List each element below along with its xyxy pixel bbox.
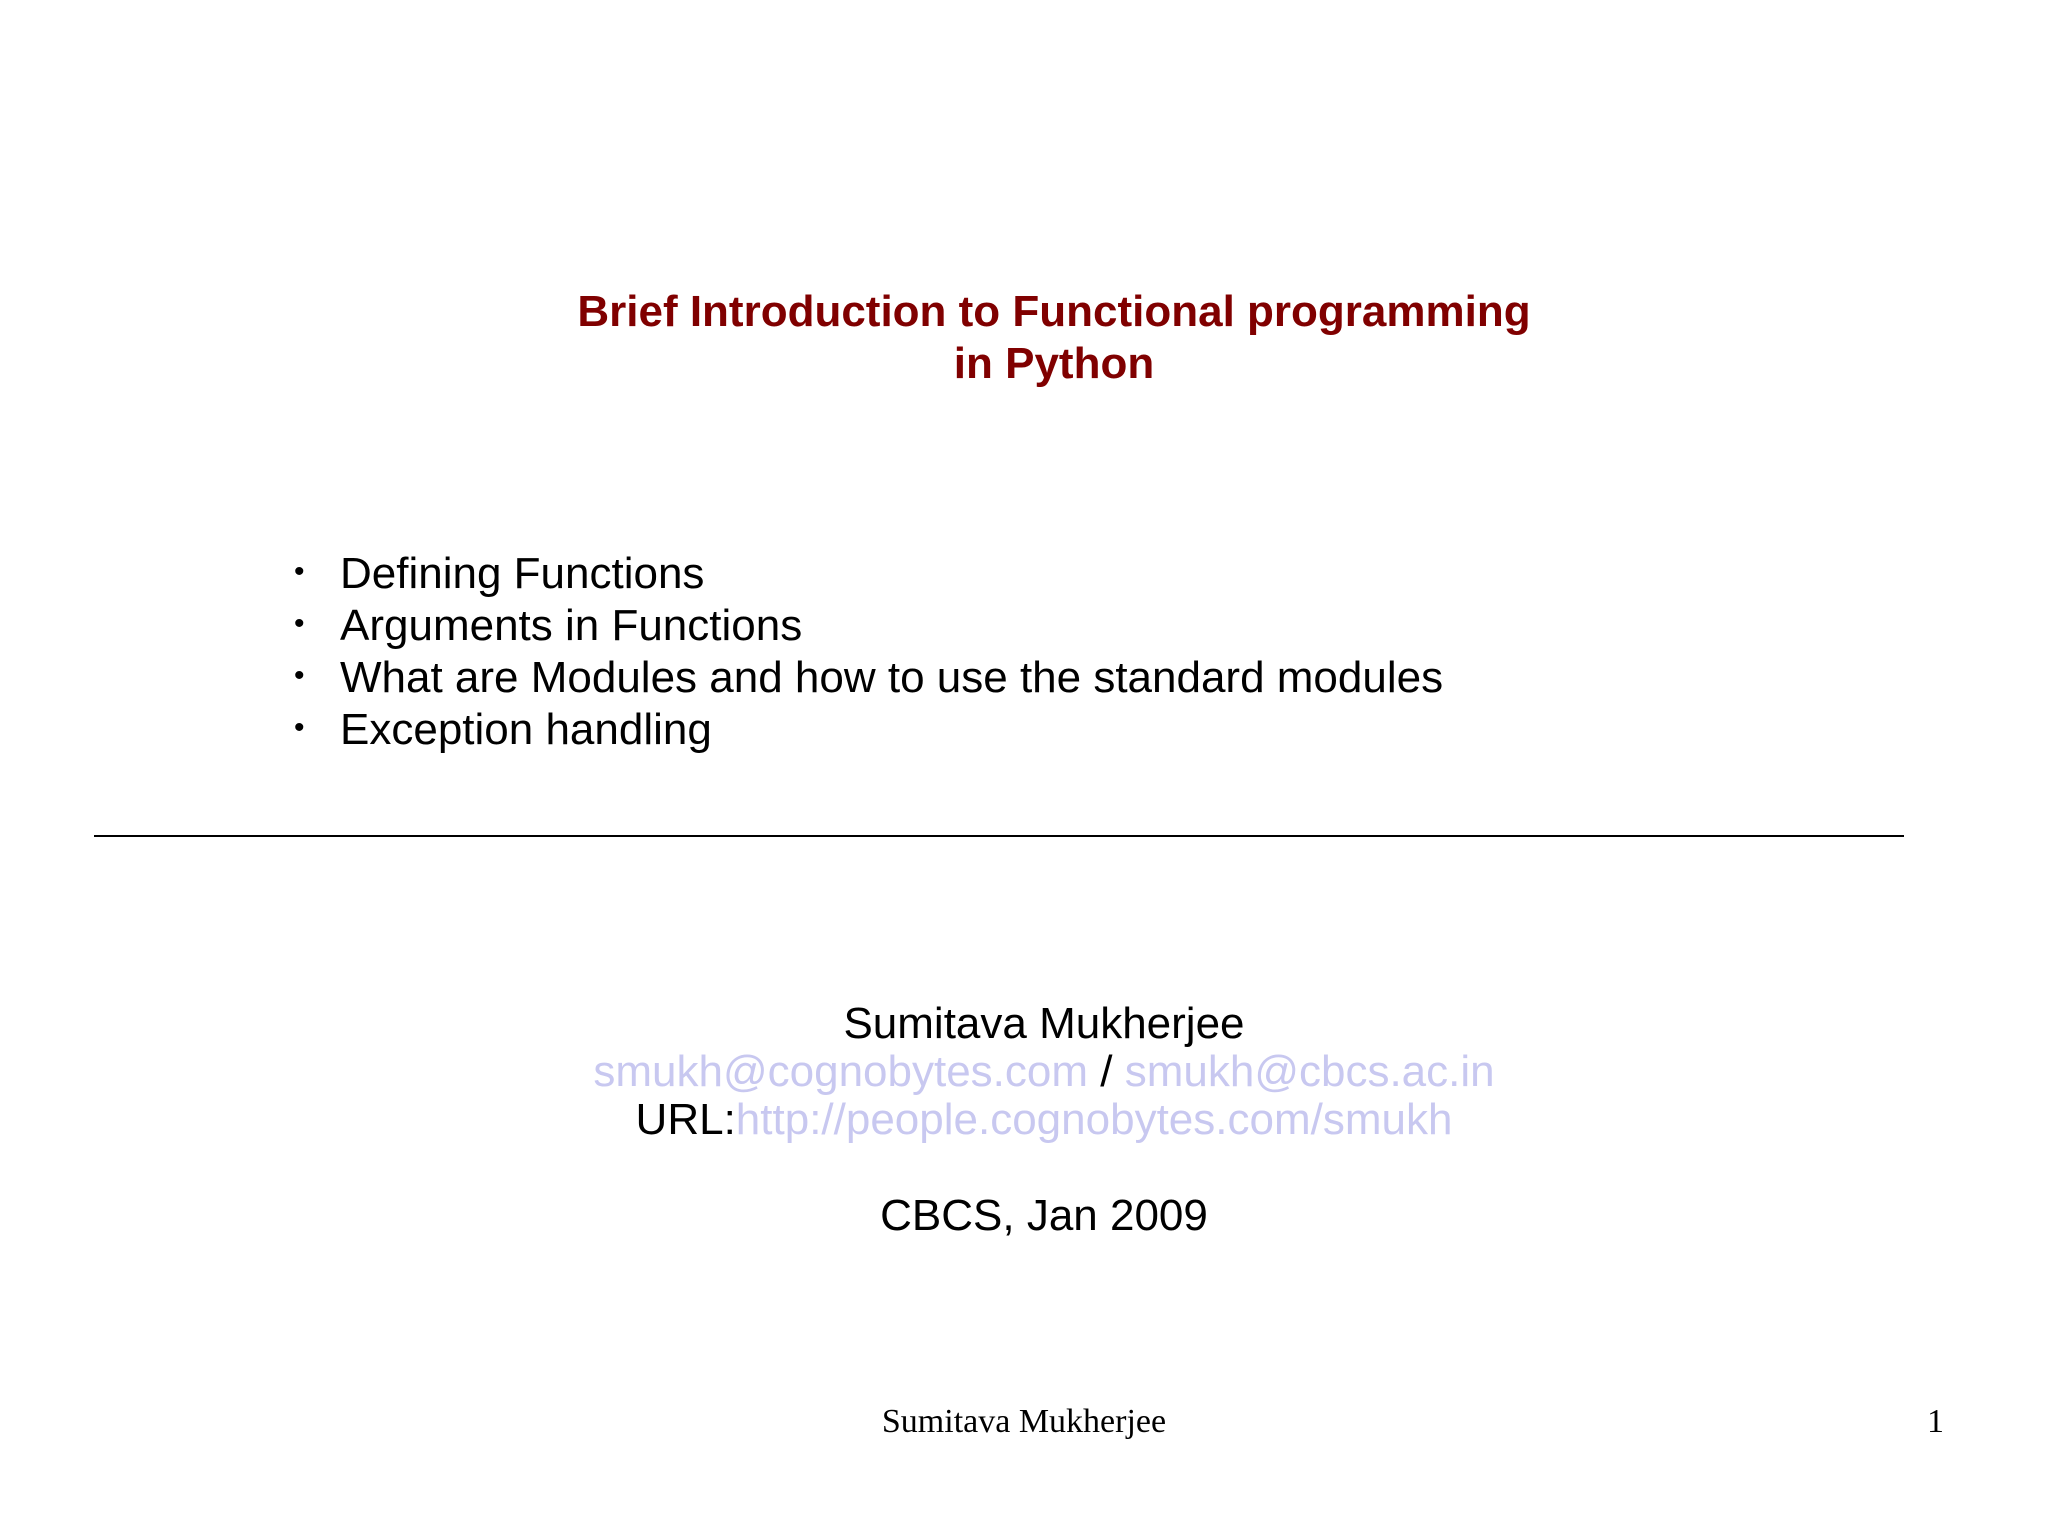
horizontal-divider	[94, 835, 1904, 837]
bullet-icon: •	[294, 659, 305, 692]
list-item	[294, 652, 1443, 704]
list-item-text: Arguments in Functions	[340, 601, 803, 650]
spacer	[40, 1144, 2048, 1192]
footer-author: Sumitava Mukherjee	[881, 1403, 1167, 1440]
author-block	[0, 1000, 2048, 1240]
page-number: 1	[1927, 1403, 1944, 1440]
homepage-link[interactable]: http://people.cognobytes.com/smukh	[735, 1095, 1453, 1144]
list-item	[294, 704, 1443, 756]
list-item	[294, 600, 1443, 652]
author-name: Sumitava Mukherjee	[843, 999, 1245, 1048]
title-line-1: Brief Introduction to Functional programming	[577, 287, 1531, 336]
list-item-text: Defining Functions	[340, 549, 705, 598]
list-item-text: What are Modules and how to use the standard modules	[340, 653, 1444, 702]
url-label: URL:	[635, 1095, 736, 1144]
bullet-icon: •	[294, 607, 305, 640]
url-line	[40, 1096, 2048, 1144]
email-line	[40, 1048, 2048, 1096]
presentation-date: CBCS, Jan 2009	[880, 1191, 1208, 1240]
list-item-text: Exception handling	[340, 705, 712, 754]
email-separator: /	[1088, 1047, 1125, 1096]
email-link-cbcs[interactable]: smukh@cbcs.ac.in	[1124, 1047, 1495, 1096]
title-line-2: in Python	[953, 339, 1155, 388]
bullet-icon: •	[294, 555, 305, 588]
topic-list	[294, 548, 1443, 756]
slide-title	[0, 286, 2048, 390]
email-link-cognobytes[interactable]: smukh@cognobytes.com	[593, 1047, 1089, 1096]
bullet-icon: •	[294, 711, 305, 744]
list-item	[294, 548, 1443, 600]
